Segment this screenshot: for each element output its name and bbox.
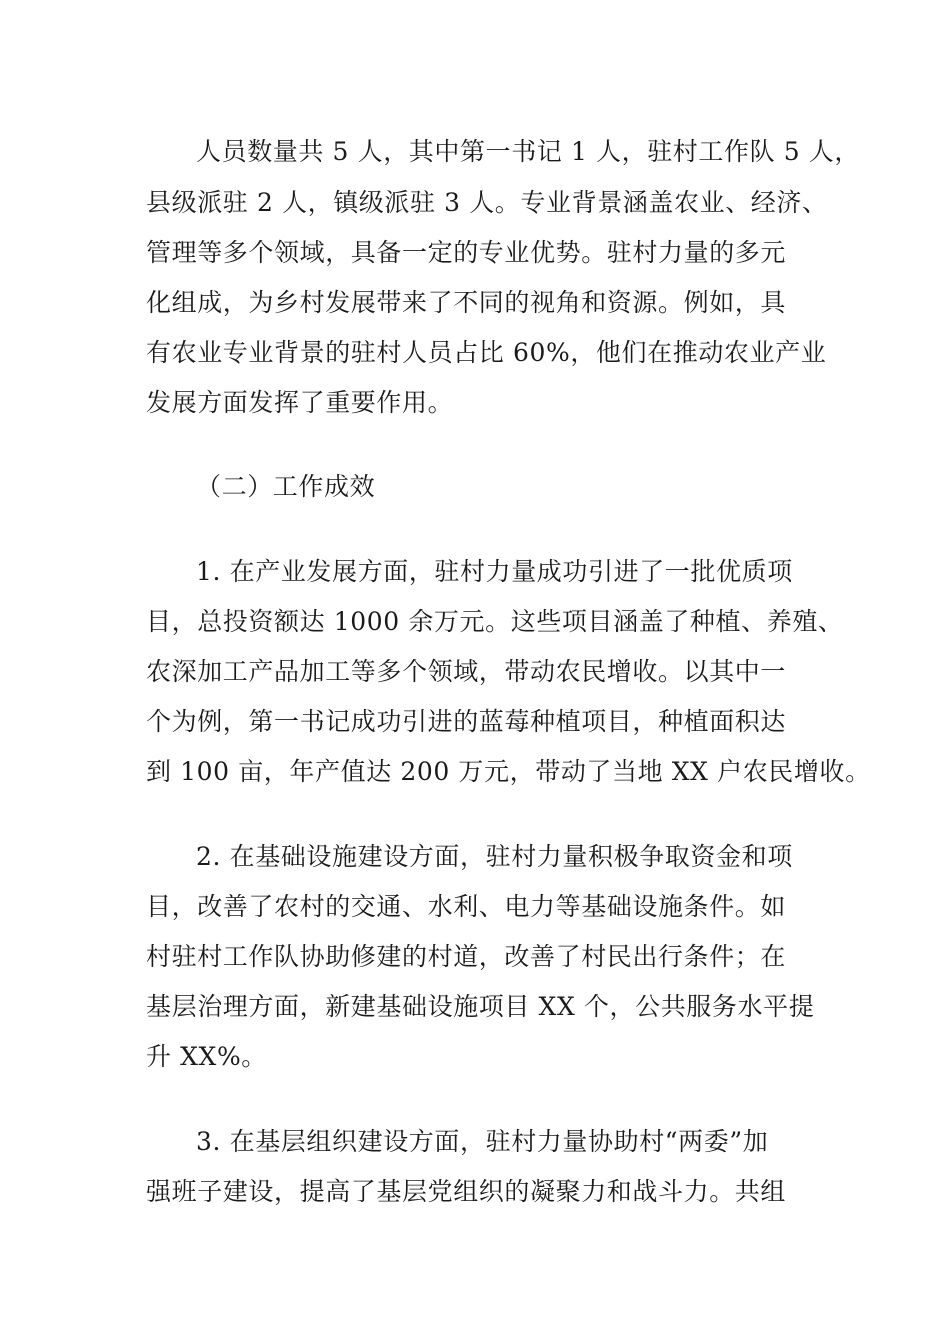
text-line: 人员数量共 5 人，其中第一书记 1 人，驻村工作队 5 人，	[196, 137, 860, 166]
text-line: 化组成，为乡村发展带来了不同的视角和资源。例如，具	[146, 288, 787, 317]
text-line: 目，总投资额达 1000 余万元。这些项目涵盖了种植、养殖、	[146, 607, 844, 636]
text-line: 1. 在产业发展方面，驻村力量成功引进了一批优质项	[196, 557, 793, 586]
text-line: 发展方面发挥了重要作用。	[146, 388, 454, 417]
text-line: 管理等多个领域，具备一定的专业优势。驻村力量的多元	[146, 238, 787, 267]
text-line: 个为例，第一书记成功引进的蓝莓种植项目，种植面积达	[146, 707, 787, 736]
section-heading: （二）工作成效	[196, 472, 376, 501]
text-line: 村驻村工作队协助修建的村道，改善了村民出行条件；在	[146, 942, 787, 971]
text-line: 农深加工产品加工等多个领域，带动农民增收。以其中一	[146, 657, 787, 686]
text-line: 升 XX%。	[146, 1042, 267, 1071]
text-line: 目，改善了农村的交通、水利、电力等基础设施条件。如	[146, 892, 787, 921]
text-line: 2. 在基础设施建设方面，驻村力量积极争取资金和项	[196, 842, 793, 871]
text-line: 到 100 亩，年产值达 200 万元，带动了当地 XX 户农民增收。	[146, 757, 871, 786]
text-line: 有农业专业背景的驻村人员占比 60%，他们在推动农业产业	[146, 338, 827, 367]
text-line: 基层治理方面，新建基础设施项目 XX 个，公共服务水平提	[146, 992, 815, 1021]
text-line: 3. 在基层组织建设方面，驻村力量协助村“两委”加	[196, 1127, 769, 1156]
text-line: 强班子建设，提高了基层党组织的凝聚力和战斗力。共组	[146, 1177, 787, 1206]
text-line: 县级派驻 2 人，镇级派驻 3 人。专业背景涵盖农业、经济、	[146, 188, 828, 217]
